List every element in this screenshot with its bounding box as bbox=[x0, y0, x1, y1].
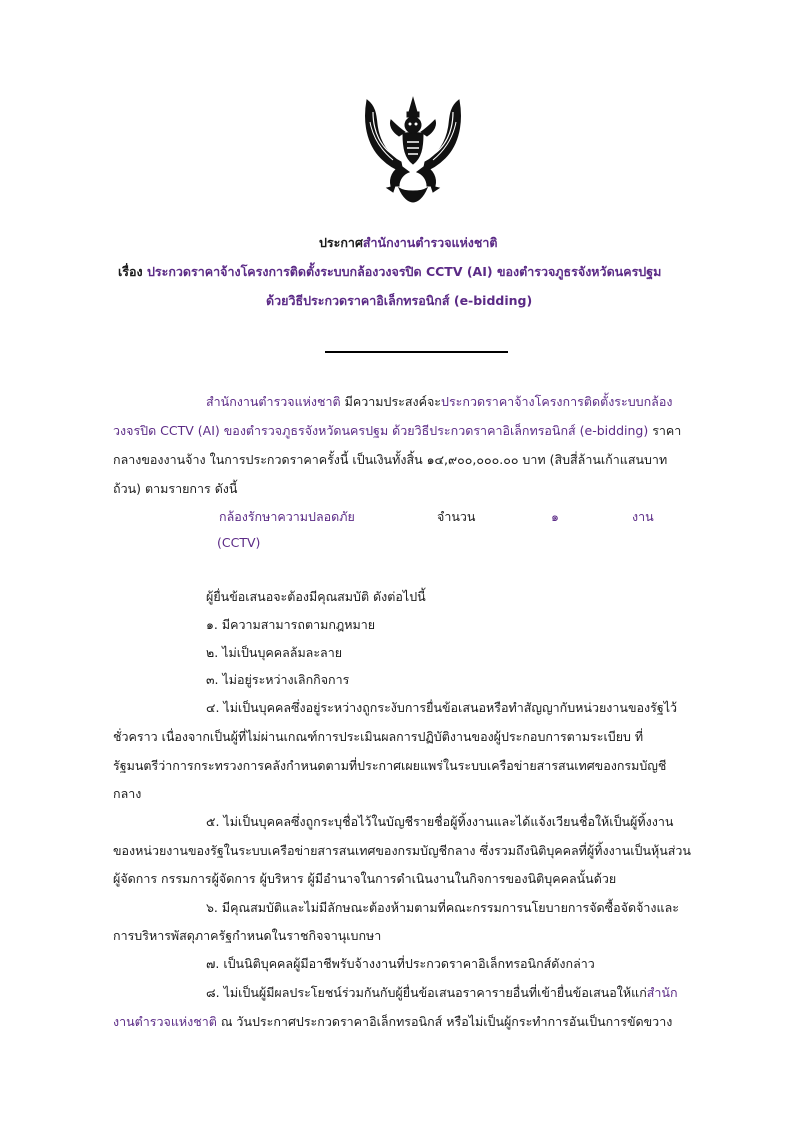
intro-agency: สำนักงานตำรวจแห่งชาติ bbox=[206, 394, 341, 409]
agency-name: สำนักงานตำรวจแห่งชาติ bbox=[362, 235, 498, 250]
intro-line-3: กลางของงานจ้าง ในการประกวดราคาครั้งนี้ เป็นเงินทั้งสิ้น ๑๔,๙๐๐,๐๐๐.๐๐ บาท (สิบสี่ล้านเก้าแสนบาท bbox=[113, 452, 668, 467]
qualification-8-agency-1: สำนัก bbox=[646, 985, 678, 1000]
qualification-2: ๒. ไม่เป็นบุคคลล้มละลาย bbox=[206, 645, 343, 660]
qualification-8-line-1 bbox=[206, 983, 678, 1003]
qualification-5-line-3: ผู้จัดการ กรรมการผู้จัดการ ผู้บริหาร ผู้มีอำนาจในการดำเนินงานในกิจการของนิติบุคคลนั้นด้วย bbox=[113, 871, 617, 886]
garuda-emblem-icon bbox=[359, 92, 467, 204]
item-name: กล้องรักษาความปลอดภัย bbox=[219, 509, 355, 524]
intro-project-start: ประกวดราคาจ้างโครงการติดตั้งระบบกล้อง bbox=[441, 394, 673, 409]
qualification-8-text-1: ๘. ไม่เป็นผู้มีผลประโยชน์ร่วมกันกับผู้ยื่นข้อเสนอราคารายอื่นที่เข้ายื่นข้อเสนอให้แก่ bbox=[206, 985, 647, 1000]
item-qty: ๑ bbox=[551, 509, 559, 524]
item-qty-label: จำนวน bbox=[437, 509, 476, 524]
subject-line-1 bbox=[118, 262, 661, 282]
subject-text-1: ประกวดราคาจ้างโครงการติดตั้งระบบกล้องวงจรปิด CCTV (AI) ของตำรวจภูธรจังหวัดนครปฐม bbox=[146, 264, 662, 279]
qualification-8-text-2: ณ วันประกาศประกวดราคาอิเล็กทรอนิกส์ หรือไม่เป็นผู้กระทำการอันเป็นการขัดขวาง bbox=[216, 1014, 673, 1029]
qualification-1: ๑. มีความสามารถตามกฎหมาย bbox=[206, 617, 376, 632]
qualification-8-agency-2: งานตำรวจแห่งชาติ bbox=[113, 1014, 217, 1029]
qualification-7: ๗. เป็นนิติบุคคลผู้มีอาชีพรับจ้างงานที่ประกวดราคาอิเล็กทรอนิกส์ดังกล่าว bbox=[206, 956, 595, 971]
subject-line-2: ด้วยวิธีประกวดราคาอิเล็กทรอนิกส์ (e-bidding) bbox=[266, 293, 533, 308]
announcement-title bbox=[319, 233, 498, 253]
qualification-3: ๓. ไม่อยู่ระหว่างเลิกกิจการ bbox=[206, 672, 350, 687]
qualification-4-line-3: รัฐมนตรีว่าการกระทรวงการคลังกำหนดตามที่ประกาศเผยแพร่ในระบบเครือข่ายสารสนเทศของกรมบัญชี bbox=[113, 758, 667, 773]
item-name-cont: (CCTV) bbox=[217, 535, 261, 550]
qualification-8-line-2 bbox=[113, 1012, 672, 1032]
intro-line-2 bbox=[113, 421, 681, 441]
qualification-5-line-1: ๕. ไม่เป็นบุคคลซึ่งถูกระบุชื่อไว้ในบัญชีรายชื่อผู้ทิ้งงานและได้แจ้งเวียนชื่อให้เป็นผู้ทิ้งงาน bbox=[206, 814, 674, 829]
qualification-4-line-4: กลาง bbox=[113, 786, 142, 801]
intro-line-1 bbox=[206, 392, 672, 412]
item-unit: งาน bbox=[632, 509, 654, 524]
title-divider bbox=[325, 351, 508, 353]
qualification-6-line-2: การบริหารพัสดุภาครัฐกำหนดในราชกิจจานุเบกษา bbox=[113, 928, 382, 943]
intro-purpose: มีความประสงค์จะ bbox=[340, 394, 442, 409]
announcer-label: ประกาศ bbox=[319, 235, 363, 250]
subject-prefix: เรื่อง bbox=[118, 264, 143, 279]
qualification-4-line-1: ๔. ไม่เป็นบุคคลซึ่งอยู่ระหว่างถูกระงับการยื่นข้อเสนอหรือทำสัญญากับหน่วยงานของรัฐไว้ bbox=[206, 700, 678, 715]
qualification-5-line-2: ของหน่วยงานของรัฐในระบบเครือข่ายสารสนเทศของกรมบัญชีกลาง ซึ่งรวมถึงนิติบุคคลที่ผู้ทิ้งงานเป็นหุ้นส่วน bbox=[113, 843, 691, 858]
intro-project-cont: วงจรปิด CCTV (AI) ของตำรวจภูธรจังหวัดนครปฐม ด้วยวิธีประกวดราคาอิเล็กทรอนิกส์ (e-bidding) bbox=[113, 423, 649, 438]
intro-price-word: ราคา bbox=[648, 423, 682, 438]
intro-line-4: ถ้วน) ตามรายการ ดังนี้ bbox=[113, 481, 238, 496]
qualification-6-line-1: ๖. มีคุณสมบัติและไม่มีลักษณะต้องห้ามตามที่คณะกรรมการนโยบายการจัดซื้อจัดจ้างและ bbox=[206, 900, 679, 915]
qualifications-intro: ผู้ยื่นข้อเสนอจะต้องมีคุณสมบัติ ดังต่อไปนี้ bbox=[206, 589, 426, 604]
qualification-4-line-2: ชั่วคราว เนื่องจากเป็นผู้ที่ไม่ผ่านเกณฑ์การประเมินผลการปฏิบัติงานของผู้ประกอบการตามระเบียบ ที่ bbox=[113, 729, 644, 744]
